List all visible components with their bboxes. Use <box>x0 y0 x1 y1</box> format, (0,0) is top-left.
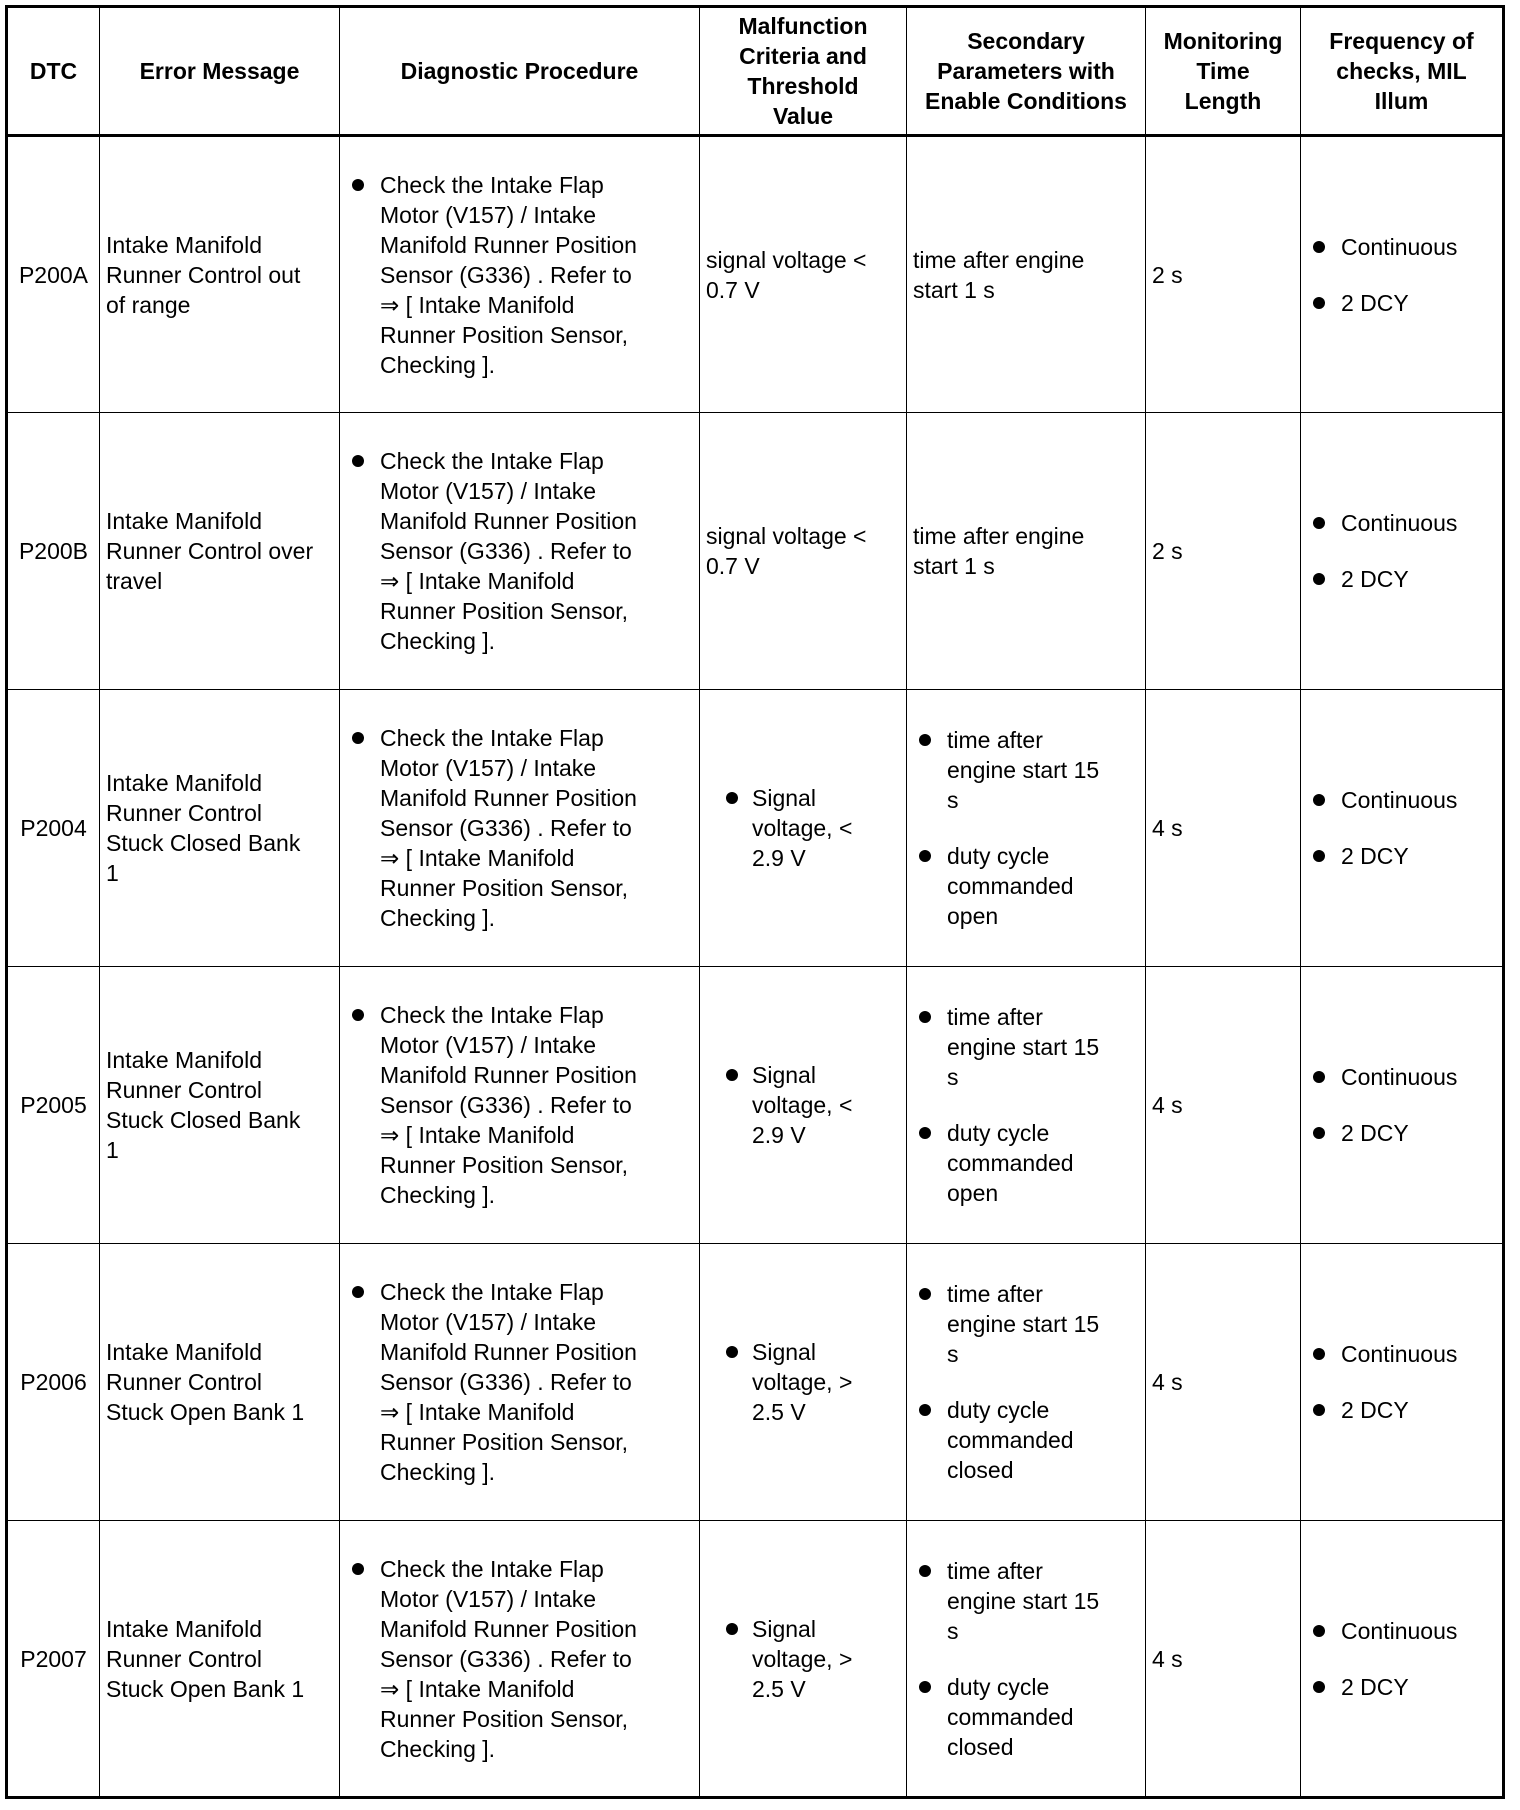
header-monitoring-time <box>1146 7 1301 136</box>
header-frequency <box>1301 7 1504 136</box>
secondary-parameters: time after engine start 1 s <box>907 136 1146 413</box>
check-frequency <box>1301 136 1504 413</box>
secondary-bullet: duty cycle commanded open <box>913 1118 1139 1208</box>
header-dtc-label: DTC <box>29 58 78 84</box>
monitoring-time: 2 s <box>1146 413 1301 690</box>
diagnostic-procedure <box>340 1244 700 1521</box>
procedure-bullet: Check the Intake Flap Motor (V157) / Intake Manifold Runner Position Sensor (G336) . Refer to ⇒ [ Intake Manifold Runner Position Sensor, Checking ]. <box>346 723 693 933</box>
header-error-message <box>100 7 340 136</box>
check-frequency <box>1301 1244 1504 1521</box>
diagnostic-procedure <box>340 413 700 690</box>
frequency-bullet: 2 DCY <box>1307 841 1496 871</box>
diagnostic-procedure <box>340 967 700 1244</box>
header-dtc <box>7 7 100 136</box>
monitoring-time: 2 s <box>1146 136 1301 413</box>
error-message: Intake Manifold Runner Control Stuck Closed Bank 1 <box>100 967 340 1244</box>
frequency-bullet: 2 DCY <box>1307 288 1496 318</box>
monitoring-time: 4 s <box>1146 1244 1301 1521</box>
secondary-bullet: duty cycle commanded closed <box>913 1395 1139 1485</box>
frequency-bullet: 2 DCY <box>1307 1395 1496 1425</box>
header-monitoring-line: Time <box>1196 58 1250 84</box>
dtc-code: P2006 <box>7 1244 100 1521</box>
diagnostic-procedure <box>340 690 700 967</box>
header-malfunction-criteria <box>700 7 907 136</box>
secondary-parameters <box>907 967 1146 1244</box>
header-frequency-line: Illum <box>1374 88 1429 114</box>
secondary-bullet: time after engine start 15 s <box>913 1556 1139 1646</box>
monitoring-time: 4 s <box>1146 690 1301 967</box>
secondary-bullet: time after engine start 15 s <box>913 1002 1139 1092</box>
procedure-bullet: Check the Intake Flap Motor (V157) / Intake Manifold Runner Position Sensor (G336) . Refer to ⇒ [ Intake Manifold Runner Position Sensor, Checking ]. <box>346 446 693 656</box>
frequency-bullet: 2 DCY <box>1307 564 1496 594</box>
error-message: Intake Manifold Runner Control out of range <box>100 136 340 413</box>
dtc-table <box>5 5 1505 1799</box>
frequency-bullet: Continuous <box>1307 1062 1496 1092</box>
dtc-table-page <box>5 5 1505 1799</box>
header-error-label: Error Message <box>139 58 300 84</box>
header-secondary-line: Enable Conditions <box>925 88 1127 114</box>
header-secondary-line: Secondary <box>967 28 1085 54</box>
header-monitoring-line: Monitoring <box>1163 28 1283 54</box>
dtc-code: P2005 <box>7 967 100 1244</box>
error-message: Intake Manifold Runner Control Stuck Open Bank 1 <box>100 1521 340 1798</box>
secondary-parameters <box>907 690 1146 967</box>
header-criteria-line: Threshold <box>747 73 859 99</box>
header-criteria-line: Criteria and <box>739 43 867 69</box>
procedure-bullet: Check the Intake Flap Motor (V157) / Intake Manifold Runner Position Sensor (G336) . Refer to ⇒ [ Intake Manifold Runner Position Sensor, Checking ]. <box>346 1000 693 1210</box>
secondary-bullet: duty cycle commanded open <box>913 841 1139 931</box>
frequency-bullet: Continuous <box>1307 1339 1496 1369</box>
header-diagnostic-procedure <box>340 7 700 136</box>
error-message: Intake Manifold Runner Control Stuck Closed Bank 1 <box>100 690 340 967</box>
criteria-bullet: Signal voltage, < 2.9 V <box>706 783 900 873</box>
procedure-bullet: Check the Intake Flap Motor (V157) / Intake Manifold Runner Position Sensor (G336) . Refer to ⇒ [ Intake Manifold Runner Position Sensor, Checking ]. <box>346 170 693 380</box>
header-frequency-line: Frequency of <box>1329 28 1474 54</box>
criteria-bullet: Signal voltage, > 2.5 V <box>706 1337 900 1427</box>
check-frequency <box>1301 690 1504 967</box>
frequency-bullet: Continuous <box>1307 785 1496 815</box>
table-row <box>7 1521 1504 1798</box>
error-message: Intake Manifold Runner Control Stuck Open Bank 1 <box>100 1244 340 1521</box>
secondary-parameters <box>907 1521 1146 1798</box>
criteria-bullet: Signal voltage, > 2.5 V <box>706 1614 900 1704</box>
check-frequency <box>1301 967 1504 1244</box>
frequency-bullet: Continuous <box>1307 1616 1496 1646</box>
dtc-code: P2007 <box>7 1521 100 1798</box>
diagnostic-procedure <box>340 136 700 413</box>
table-row <box>7 1244 1504 1521</box>
criteria-bullet: Signal voltage, < 2.9 V <box>706 1060 900 1150</box>
monitoring-time: 4 s <box>1146 967 1301 1244</box>
malfunction-criteria <box>700 690 907 967</box>
frequency-bullet: Continuous <box>1307 232 1496 262</box>
header-criteria-line: Malfunction <box>738 13 868 39</box>
table-row <box>7 413 1504 690</box>
header-procedure-label: Diagnostic Procedure <box>400 58 639 84</box>
check-frequency <box>1301 413 1504 690</box>
malfunction-criteria <box>700 1521 907 1798</box>
malfunction-criteria <box>700 967 907 1244</box>
frequency-bullet: Continuous <box>1307 508 1496 538</box>
header-criteria-line: Value <box>772 103 834 129</box>
check-frequency <box>1301 1521 1504 1798</box>
secondary-parameters <box>907 1244 1146 1521</box>
secondary-parameters: time after engine start 1 s <box>907 413 1146 690</box>
malfunction-criteria: signal voltage < 0.7 V <box>700 413 907 690</box>
header-row <box>7 7 1504 136</box>
secondary-bullet: time after engine start 15 s <box>913 1279 1139 1369</box>
diagnostic-procedure <box>340 1521 700 1798</box>
procedure-bullet: Check the Intake Flap Motor (V157) / Intake Manifold Runner Position Sensor (G336) . Refer to ⇒ [ Intake Manifold Runner Position Sensor, Checking ]. <box>346 1277 693 1487</box>
dtc-code: P200B <box>7 413 100 690</box>
malfunction-criteria <box>700 1244 907 1521</box>
header-monitoring-line: Length <box>1184 88 1262 114</box>
error-message: Intake Manifold Runner Control over travel <box>100 413 340 690</box>
secondary-bullet: duty cycle commanded closed <box>913 1672 1139 1762</box>
secondary-bullet: time after engine start 15 s <box>913 725 1139 815</box>
dtc-code: P200A <box>7 136 100 413</box>
frequency-bullet: 2 DCY <box>1307 1118 1496 1148</box>
table-row <box>7 690 1504 967</box>
header-secondary-parameters <box>907 7 1146 136</box>
dtc-code: P2004 <box>7 690 100 967</box>
header-frequency-line: checks, MIL <box>1336 58 1467 84</box>
procedure-bullet: Check the Intake Flap Motor (V157) / Intake Manifold Runner Position Sensor (G336) . Refer to ⇒ [ Intake Manifold Runner Position Sensor, Checking ]. <box>346 1554 693 1764</box>
table-row <box>7 967 1504 1244</box>
frequency-bullet: 2 DCY <box>1307 1672 1496 1702</box>
monitoring-time: 4 s <box>1146 1521 1301 1798</box>
table-row <box>7 136 1504 413</box>
malfunction-criteria: signal voltage < 0.7 V <box>700 136 907 413</box>
header-secondary-line: Parameters with <box>937 58 1115 84</box>
